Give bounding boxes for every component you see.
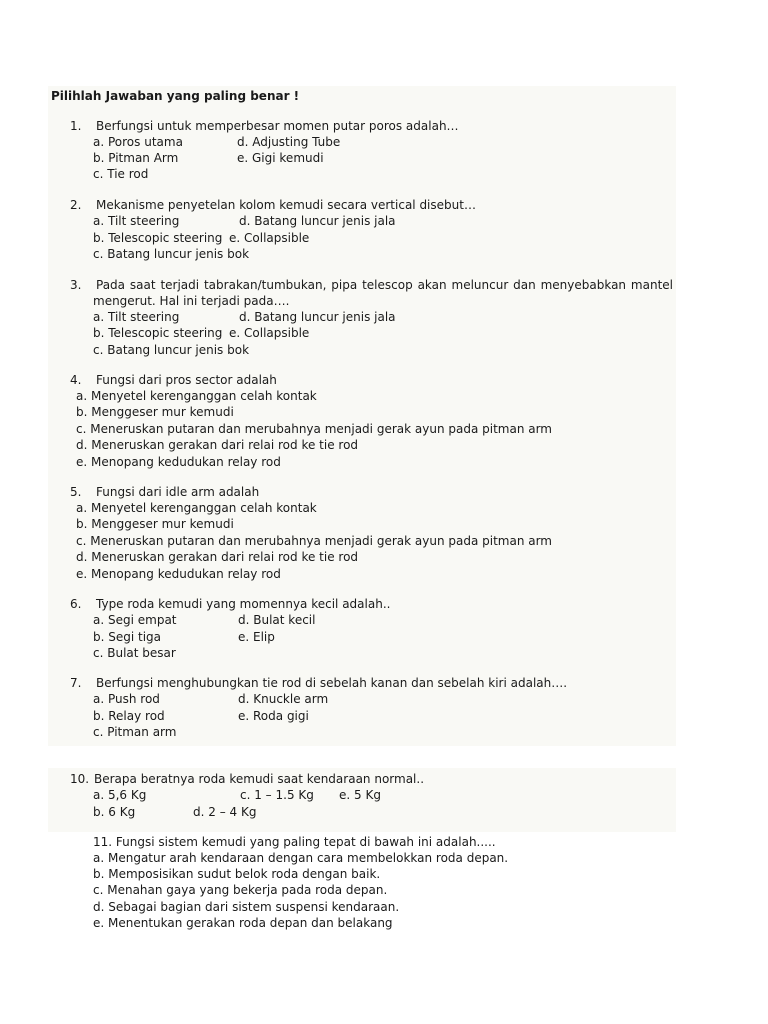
- q4-option-d: d. Meneruskan gerakan dari relai rod ke tie rod: [76, 438, 359, 452]
- q10-option-c: c. 1 – 1.5 Kg: [240, 788, 314, 802]
- q10-text: Berapa beratnya roda kemudi saat kendaraan normal..: [94, 772, 425, 786]
- q6-option-c: c. Bulat besar: [93, 646, 176, 660]
- q4-option-c: c. Meneruskan putaran dan merubahnya menjadi gerak ayun pada pitman arm: [76, 422, 552, 436]
- q5-text: Fungsi dari idle arm adalah: [96, 485, 260, 499]
- q7-text: Berfungsi menghubungkan tie rod di sebelah kanan dan sebelah kiri adalah….: [96, 676, 568, 690]
- q7-option-b: b. Relay rod: [93, 709, 165, 723]
- q6-option-b: b. Segi tiga: [93, 630, 162, 644]
- q1-number: 1.: [70, 119, 82, 133]
- q1-option-a: a. Poros utama: [93, 135, 183, 149]
- q3-option-a: a. Tilt steering: [93, 310, 180, 324]
- q1-option-e: e. Gigi kemudi: [237, 151, 324, 165]
- q6-option-e: e. Elip: [238, 630, 275, 644]
- q5-option-e: e. Menopang kedudukan relay rod: [76, 567, 281, 581]
- q3-number: 3.: [70, 278, 82, 292]
- q2-option-b: b. Telescopic steering: [93, 231, 223, 245]
- q11-option-c: c. Menahan gaya yang bekerja pada roda depan.: [93, 883, 388, 897]
- q4-option-b: b. Menggeser mur kemudi: [76, 405, 234, 419]
- q4-number: 4.: [70, 373, 82, 387]
- q5-option-a: a. Menyetel kerenganggan celah kontak: [76, 501, 317, 515]
- q2-option-e: e. Collapsible: [229, 231, 310, 245]
- q2-text: Mekanisme penyetelan kolom kemudi secara vertical disebut…: [96, 198, 476, 212]
- q11-text: 11. Fungsi sistem kemudi yang paling tepat di bawah ini adalah.....: [93, 835, 496, 849]
- q10-option-e: e. 5 Kg: [339, 788, 381, 802]
- q3-text-line1: Pada saat terjadi tabrakan/tumbukan, pipa telescop akan meluncur dan menyebabkan mantel: [96, 278, 673, 292]
- q1-text: Berfungsi untuk memperbesar momen putar poros adalah…: [96, 119, 459, 133]
- q5-option-c: c. Meneruskan putaran dan merubahnya menjadi gerak ayun pada pitman arm: [76, 534, 552, 548]
- q6-text: Type roda kemudi yang momennya kecil adalah..: [96, 597, 391, 611]
- q1-option-d: d. Adjusting Tube: [237, 135, 341, 149]
- q1-option-b: b. Pitman Arm: [93, 151, 179, 165]
- q4-text: Fungsi dari pros sector adalah: [96, 373, 277, 387]
- instruction-heading: Pilihlah Jawaban yang paling benar !: [51, 89, 300, 103]
- q10-number: 10.: [70, 772, 90, 786]
- q7-number: 7.: [70, 676, 82, 690]
- q11-option-d: d. Sebagai bagian dari sistem suspensi kendaraan.: [93, 900, 400, 914]
- q3-option-e: e. Collapsible: [229, 326, 310, 340]
- q10-option-d: d. 2 – 4 Kg: [193, 805, 257, 819]
- q2-option-a: a. Tilt steering: [93, 214, 180, 228]
- q3-option-b: b. Telescopic steering: [93, 326, 223, 340]
- q5-option-d: d. Meneruskan gerakan dari relai rod ke tie rod: [76, 550, 359, 564]
- q10-option-a: a. 5,6 Kg: [93, 788, 147, 802]
- q10-option-b: b. 6 Kg: [93, 805, 136, 819]
- q2-number: 2.: [70, 198, 82, 212]
- q3-text-line2: mengerut. Hal ini terjadi pada….: [93, 294, 290, 308]
- q7-option-a: a. Push rod: [93, 692, 160, 706]
- q7-option-e: e. Roda gigi: [238, 709, 309, 723]
- q2-option-c: c. Batang luncur jenis bok: [93, 247, 250, 261]
- q4-option-a: a. Menyetel kerenganggan celah kontak: [76, 389, 317, 403]
- q11-option-a: a. Mengatur arah kendaraan dengan cara membelokkan roda depan.: [93, 851, 509, 865]
- q6-option-d: d. Bulat kecil: [238, 613, 316, 627]
- q6-option-a: a. Segi empat: [93, 613, 177, 627]
- q11-option-e: e. Menentukan gerakan roda depan dan belakang: [93, 916, 393, 930]
- q3-option-d: d. Batang luncur jenis jala: [239, 310, 396, 324]
- q7-option-d: d. Knuckle arm: [238, 692, 329, 706]
- q3-option-c: c. Batang luncur jenis bok: [93, 343, 250, 357]
- q6-number: 6.: [70, 597, 82, 611]
- q4-option-e: e. Menopang kedudukan relay rod: [76, 455, 281, 469]
- q5-number: 5.: [70, 485, 82, 499]
- q5-option-b: b. Menggeser mur kemudi: [76, 517, 234, 531]
- q7-option-c: c. Pitman arm: [93, 725, 177, 739]
- q1-option-c: c. Tie rod: [93, 167, 149, 181]
- q2-option-d: d. Batang luncur jenis jala: [239, 214, 396, 228]
- q11-option-b: b. Memposisikan sudut belok roda dengan baik.: [93, 867, 381, 881]
